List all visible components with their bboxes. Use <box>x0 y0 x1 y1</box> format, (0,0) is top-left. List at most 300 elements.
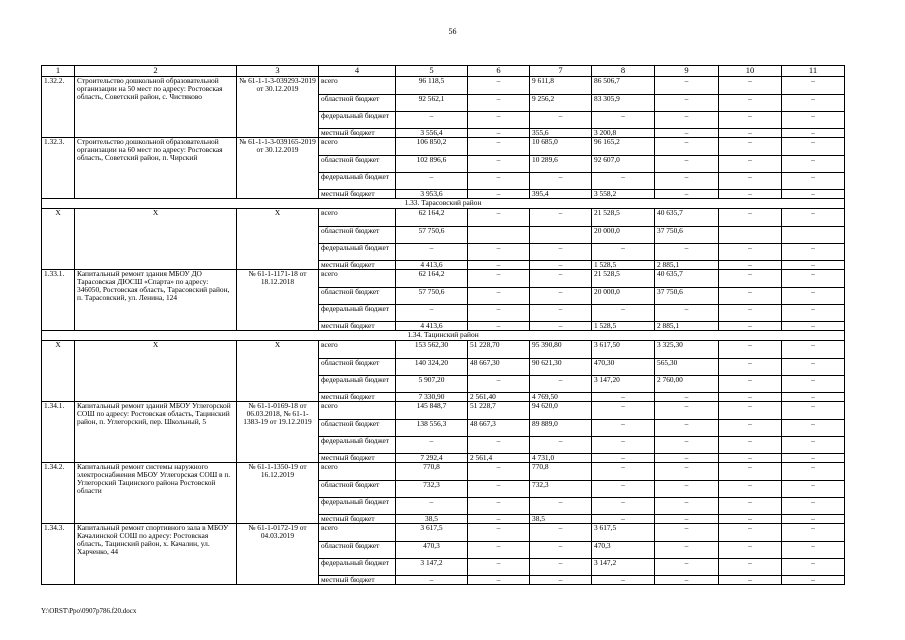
page-number: 56 <box>448 27 457 36</box>
value-cell: – <box>468 209 530 227</box>
value-cell: – <box>468 463 530 481</box>
value-cell: 3 617,50 <box>592 341 655 359</box>
item-title: Капитальный ремонт системы наружного электроснабжения МБОУ Углегорская СОШ в п. Углегорский Тацинского района Ростовской области <box>75 463 237 524</box>
value-cell: – <box>655 463 719 481</box>
funding-source-label: областной бюджет <box>319 156 396 173</box>
value-cell: – <box>592 112 655 129</box>
value-cell: – <box>468 95 530 112</box>
item-document: № 61-1-1171-18 от 18.12.2018 <box>237 270 319 331</box>
value-cell: – <box>468 524 530 542</box>
value-cell: – <box>396 498 468 515</box>
value-cell: – <box>468 376 530 393</box>
column-number-header: 6 <box>468 66 530 77</box>
column-number-header: 2 <box>75 66 237 77</box>
value-cell: – <box>655 402 719 420</box>
value-cell: – <box>782 270 845 288</box>
value-cell: – <box>592 393 655 402</box>
value-cell: – <box>782 402 845 420</box>
table-row <box>42 77 845 95</box>
value-cell: – <box>719 95 782 112</box>
value-cell: 470,30 <box>592 359 655 376</box>
column-number-header: 8 <box>592 66 655 77</box>
funding-source-label: областной бюджет <box>319 359 396 376</box>
value-cell: 3 147,20 <box>592 376 655 393</box>
value-cell: – <box>592 244 655 261</box>
value-cell: – <box>782 559 845 576</box>
value-cell: – <box>719 376 782 393</box>
value-cell: 4 413,6 <box>396 322 468 331</box>
value-cell: 57 750,6 <box>396 288 468 305</box>
funding-source-label: местный бюджет <box>319 129 396 138</box>
value-cell: 2 885,1 <box>655 322 719 331</box>
value-cell: – <box>719 437 782 454</box>
value-cell: – <box>782 322 845 331</box>
item-document: № 61-1-0169-18 от 06.03.2018, № 61-1-1383-19 от 19.12.2019 <box>237 402 319 463</box>
value-cell: 4 731,0 <box>530 454 592 463</box>
value-cell: – <box>719 305 782 322</box>
value-cell: 770,8 <box>530 463 592 481</box>
value-cell: 38,5 <box>396 515 468 524</box>
table-body <box>42 66 845 585</box>
value-cell: – <box>530 559 592 576</box>
value-cell: – <box>719 190 782 199</box>
value-cell: – <box>782 138 845 156</box>
value-cell: – <box>782 463 845 481</box>
funding-source-label: всего <box>319 463 396 481</box>
item-title: X <box>75 341 237 402</box>
value-cell: – <box>782 515 845 524</box>
value-cell: – <box>468 173 530 190</box>
value-cell: – <box>655 515 719 524</box>
value-cell: – <box>782 190 845 199</box>
value-cell: 48 667,30 <box>468 359 530 376</box>
value-cell: 94 620,0 <box>530 402 592 420</box>
value-cell: – <box>396 437 468 454</box>
funding-source-label: федеральный бюджет <box>319 498 396 515</box>
value-cell: – <box>530 209 592 227</box>
value-cell: – <box>782 77 845 95</box>
funding-source-label: федеральный бюджет <box>319 173 396 190</box>
funding-source-label: всего <box>319 209 396 227</box>
value-cell: – <box>396 112 468 129</box>
value-cell: – <box>655 138 719 156</box>
value-cell: – <box>719 112 782 129</box>
funding-source-label: местный бюджет <box>319 322 396 331</box>
item-number: X <box>42 341 75 402</box>
table-row <box>42 341 845 359</box>
value-cell: – <box>782 420 845 437</box>
value-cell: – <box>655 542 719 559</box>
funding-source-label: областной бюджет <box>319 227 396 244</box>
value-cell: – <box>719 359 782 376</box>
value-cell: 3 558,2 <box>592 190 655 199</box>
value-cell: – <box>655 77 719 95</box>
funding-source-label: местный бюджет <box>319 190 396 199</box>
value-cell <box>782 227 845 244</box>
value-cell: – <box>782 95 845 112</box>
value-cell: – <box>468 322 530 331</box>
value-cell: 3 617,5 <box>396 524 468 542</box>
funding-source-label: местный бюджет <box>319 393 396 402</box>
value-cell: 106 850,2 <box>396 138 468 156</box>
value-cell: 90 621,30 <box>530 359 592 376</box>
value-cell <box>468 227 530 244</box>
value-cell: 2 885,1 <box>655 261 719 270</box>
value-cell: – <box>530 524 592 542</box>
value-cell: – <box>655 156 719 173</box>
funding-source-label: местный бюджет <box>319 261 396 270</box>
value-cell: – <box>782 524 845 542</box>
value-cell: – <box>592 402 655 420</box>
value-cell: – <box>782 129 845 138</box>
value-cell <box>530 227 592 244</box>
funding-source-label: федеральный бюджет <box>319 112 396 129</box>
value-cell: – <box>468 498 530 515</box>
value-cell: 38,5 <box>530 515 592 524</box>
funding-source-label: всего <box>319 270 396 288</box>
district-title: 1.34. Тацинский район <box>42 331 845 341</box>
value-cell: – <box>782 261 845 270</box>
value-cell: – <box>719 156 782 173</box>
value-cell: 51 228,7 <box>468 402 530 420</box>
value-cell: – <box>592 305 655 322</box>
value-cell: 395,4 <box>530 190 592 199</box>
value-cell: 92 607,0 <box>592 156 655 173</box>
value-cell: – <box>655 173 719 190</box>
value-cell: 62 164,2 <box>396 270 468 288</box>
value-cell: 96 165,2 <box>592 138 655 156</box>
value-cell: – <box>719 138 782 156</box>
column-number-header: 1 <box>42 66 75 77</box>
funding-source-label: областной бюджет <box>319 420 396 437</box>
column-number-header: 4 <box>319 66 396 77</box>
table-row <box>42 524 845 542</box>
value-cell: – <box>655 524 719 542</box>
value-cell: – <box>782 481 845 498</box>
value-cell: 37 750,6 <box>655 227 719 244</box>
value-cell: 83 305,9 <box>592 95 655 112</box>
value-cell: – <box>655 420 719 437</box>
value-cell: 3 200,8 <box>592 129 655 138</box>
value-cell: – <box>468 559 530 576</box>
value-cell: – <box>719 322 782 331</box>
value-cell: 10 289,6 <box>530 156 592 173</box>
value-cell: – <box>719 454 782 463</box>
value-cell: – <box>655 95 719 112</box>
value-cell: – <box>468 156 530 173</box>
value-cell: – <box>530 305 592 322</box>
funding-source-label: местный бюджет <box>319 454 396 463</box>
value-cell: 9 256,2 <box>530 95 592 112</box>
item-document: X <box>237 209 319 270</box>
value-cell: – <box>719 524 782 542</box>
value-cell: – <box>655 437 719 454</box>
budget-table <box>41 65 845 585</box>
value-cell: 10 685,0 <box>530 138 592 156</box>
value-cell: – <box>468 542 530 559</box>
funding-source-label: местный бюджет <box>319 576 396 585</box>
column-number-header: 7 <box>530 66 592 77</box>
value-cell: – <box>782 341 845 359</box>
value-cell: – <box>592 454 655 463</box>
value-cell: 7 330,90 <box>396 393 468 402</box>
value-cell: 4 413,6 <box>396 261 468 270</box>
value-cell: 89 889,0 <box>530 420 592 437</box>
value-cell: – <box>655 498 719 515</box>
value-cell: – <box>468 77 530 95</box>
value-cell: – <box>782 437 845 454</box>
item-number: 1.34.1. <box>42 402 75 463</box>
item-document: № 61-1-1-3-039165-2019 от 30.12.2019 <box>237 138 319 199</box>
header-row <box>42 66 845 77</box>
value-cell: – <box>655 393 719 402</box>
district-title: 1.33. Тарасовский район <box>42 199 845 209</box>
table-row <box>42 402 845 420</box>
item-title: Капитальный ремонт спортивного зала в МБОУ Качалинской СОШ по адресу: Ростовская область, Тацинский район, х. Качалин, ул. Харченко, 44 <box>75 524 237 585</box>
value-cell: 2 760,00 <box>655 376 719 393</box>
district-row <box>42 199 845 209</box>
value-cell: 37 750,6 <box>655 288 719 305</box>
table-row <box>42 463 845 481</box>
value-cell: – <box>655 129 719 138</box>
table-row <box>42 270 845 288</box>
value-cell: 470,3 <box>396 542 468 559</box>
value-cell: – <box>719 77 782 95</box>
value-cell: 1 528,5 <box>592 261 655 270</box>
value-cell: – <box>468 576 530 585</box>
value-cell: – <box>530 498 592 515</box>
item-document: № 61-1-1350-19 от 16.12.2019 <box>237 463 319 524</box>
value-cell: 20 000,0 <box>592 288 655 305</box>
value-cell: – <box>468 515 530 524</box>
value-cell: – <box>655 190 719 199</box>
value-cell: – <box>468 138 530 156</box>
funding-source-label: областной бюджет <box>319 481 396 498</box>
value-cell: 145 848,7 <box>396 402 468 420</box>
column-number-header: 5 <box>396 66 468 77</box>
table-row <box>42 138 845 156</box>
item-document: № 61-1-0172-19 от 04.03.2019 <box>237 524 319 585</box>
value-cell: 565,30 <box>655 359 719 376</box>
value-cell: – <box>530 112 592 129</box>
value-cell: – <box>719 559 782 576</box>
value-cell: 20 000,0 <box>592 227 655 244</box>
funding-source-label: федеральный бюджет <box>319 305 396 322</box>
column-number-header: 3 <box>237 66 319 77</box>
value-cell: – <box>719 420 782 437</box>
value-cell: – <box>468 129 530 138</box>
value-cell: 51 228,70 <box>468 341 530 359</box>
column-number-header: 10 <box>719 66 782 77</box>
value-cell: 3 556,4 <box>396 129 468 138</box>
value-cell: – <box>468 305 530 322</box>
value-cell: 3 147,2 <box>592 559 655 576</box>
value-cell: – <box>655 454 719 463</box>
column-number-header: 9 <box>655 66 719 77</box>
value-cell: 5 907,20 <box>396 376 468 393</box>
value-cell: – <box>782 498 845 515</box>
value-cell: – <box>530 173 592 190</box>
value-cell: – <box>655 559 719 576</box>
value-cell: – <box>782 244 845 261</box>
value-cell: – <box>655 112 719 129</box>
item-number: 1.32.2. <box>42 77 75 138</box>
value-cell: 92 562,1 <box>396 95 468 112</box>
value-cell: 86 506,7 <box>592 77 655 95</box>
funding-source-label: областной бюджет <box>319 542 396 559</box>
value-cell: 3 953,6 <box>396 190 468 199</box>
district-row <box>42 331 845 341</box>
value-cell: – <box>782 173 845 190</box>
item-title: X <box>75 209 237 270</box>
value-cell: – <box>782 542 845 559</box>
funding-source-label: всего <box>319 341 396 359</box>
value-cell: – <box>719 270 782 288</box>
item-title: Капитальный ремонт здания МБОУ ДО Тарасовская ДЮСШ «Спарта» по адресу: 346050, Ростовская область, Тарасовский район, п. Тарасовский, ул. Ленина, 124 <box>75 270 237 331</box>
value-cell: – <box>592 515 655 524</box>
value-cell: – <box>782 393 845 402</box>
value-cell: – <box>592 481 655 498</box>
value-cell: – <box>468 261 530 270</box>
value-cell: 40 635,7 <box>655 270 719 288</box>
value-cell: 96 118,5 <box>396 77 468 95</box>
value-cell: – <box>719 463 782 481</box>
value-cell: – <box>396 244 468 261</box>
value-cell: – <box>592 498 655 515</box>
value-cell: 21 528,5 <box>592 270 655 288</box>
funding-source-label: местный бюджет <box>319 515 396 524</box>
value-cell: 57 750,6 <box>396 227 468 244</box>
value-cell: – <box>468 437 530 454</box>
value-cell: – <box>719 173 782 190</box>
value-cell: 7 292,4 <box>396 454 468 463</box>
value-cell: – <box>719 341 782 359</box>
value-cell: 732,3 <box>396 481 468 498</box>
value-cell: – <box>719 515 782 524</box>
funding-source-label: всего <box>319 524 396 542</box>
funding-source-label: областной бюджет <box>319 288 396 305</box>
funding-source-label: областной бюджет <box>319 95 396 112</box>
value-cell: 4 769,50 <box>530 393 592 402</box>
funding-source-label: всего <box>319 138 396 156</box>
value-cell: – <box>592 420 655 437</box>
funding-source-label: федеральный бюджет <box>319 437 396 454</box>
value-cell: 470,3 <box>592 542 655 559</box>
value-cell: – <box>655 244 719 261</box>
value-cell: – <box>655 305 719 322</box>
value-cell: – <box>468 112 530 129</box>
footer-file-path: Y:\ORST\Ppo\0907p786.f20.docx <box>41 607 137 615</box>
value-cell: – <box>719 576 782 585</box>
value-cell: – <box>530 261 592 270</box>
value-cell: – <box>530 576 592 585</box>
value-cell: – <box>468 244 530 261</box>
value-cell: – <box>530 376 592 393</box>
value-cell: – <box>719 288 782 305</box>
column-number-header: 11 <box>782 66 845 77</box>
value-cell: – <box>719 209 782 227</box>
value-cell: – <box>719 129 782 138</box>
value-cell: – <box>530 244 592 261</box>
value-cell: – <box>396 305 468 322</box>
value-cell: – <box>592 437 655 454</box>
value-cell: 3 147,2 <box>396 559 468 576</box>
value-cell: 355,6 <box>530 129 592 138</box>
value-cell: 21 528,5 <box>592 209 655 227</box>
value-cell: – <box>719 498 782 515</box>
value-cell: – <box>782 288 845 305</box>
value-cell: – <box>719 402 782 420</box>
value-cell: – <box>782 305 845 322</box>
value-cell: – <box>655 481 719 498</box>
funding-source-label: федеральный бюджет <box>319 244 396 261</box>
item-title: Строительство дошкольной образовательной организации на 60 мест по адресу: Ростовская область, Советский район, п. Чирский <box>75 138 237 199</box>
value-cell: – <box>468 270 530 288</box>
value-cell: 9 611,8 <box>530 77 592 95</box>
value-cell: 140 324,20 <box>396 359 468 376</box>
value-cell: 153 562,30 <box>396 341 468 359</box>
value-cell: – <box>719 261 782 270</box>
table-row <box>42 209 845 227</box>
value-cell: 2 561,40 <box>468 393 530 402</box>
value-cell: 770,8 <box>396 463 468 481</box>
item-document: № 61-1-1-3-039293-2019 от 30.12.2019 <box>237 77 319 138</box>
item-number: X <box>42 209 75 270</box>
value-cell: – <box>782 376 845 393</box>
value-cell: – <box>782 454 845 463</box>
funding-source-label: федеральный бюджет <box>319 376 396 393</box>
funding-source-label: всего <box>319 77 396 95</box>
value-cell: – <box>530 288 592 305</box>
value-cell: – <box>530 542 592 559</box>
value-cell: – <box>468 481 530 498</box>
value-cell: 95 390,80 <box>530 341 592 359</box>
item-number: 1.34.3. <box>42 524 75 585</box>
value-cell: 2 561,4 <box>468 454 530 463</box>
value-cell: – <box>719 244 782 261</box>
value-cell: – <box>719 393 782 402</box>
item-title: Строительство дошкольной образовательной организации на 50 мест по адресу: Ростовская область, Советский район, с. Чистяково <box>75 77 237 138</box>
value-cell: – <box>782 209 845 227</box>
funding-source-label: всего <box>319 402 396 420</box>
value-cell: – <box>782 112 845 129</box>
value-cell: – <box>782 576 845 585</box>
value-cell: – <box>468 288 530 305</box>
item-title: Капитальный ремонт зданий МБОУ Углегорской СОШ по адресу: Ростовская область, Тацинский район, п. Углегорский, пер. Школьный, 5 <box>75 402 237 463</box>
value-cell: – <box>396 576 468 585</box>
value-cell: – <box>655 576 719 585</box>
value-cell: 3 325,30 <box>655 341 719 359</box>
value-cell: – <box>782 359 845 376</box>
value-cell: 48 667,3 <box>468 420 530 437</box>
value-cell: 3 617,5 <box>592 524 655 542</box>
value-cell <box>719 227 782 244</box>
item-number: 1.34.2. <box>42 463 75 524</box>
value-cell: 62 164,2 <box>396 209 468 227</box>
value-cell: 102 896,6 <box>396 156 468 173</box>
value-cell: – <box>592 173 655 190</box>
item-number: 1.32.3. <box>42 138 75 199</box>
value-cell: – <box>782 156 845 173</box>
value-cell: – <box>530 270 592 288</box>
value-cell: 1 528,5 <box>592 322 655 331</box>
value-cell: 40 635,7 <box>655 209 719 227</box>
value-cell: – <box>530 437 592 454</box>
value-cell: – <box>719 481 782 498</box>
item-document: X <box>237 341 319 402</box>
value-cell: – <box>530 322 592 331</box>
value-cell: – <box>719 542 782 559</box>
